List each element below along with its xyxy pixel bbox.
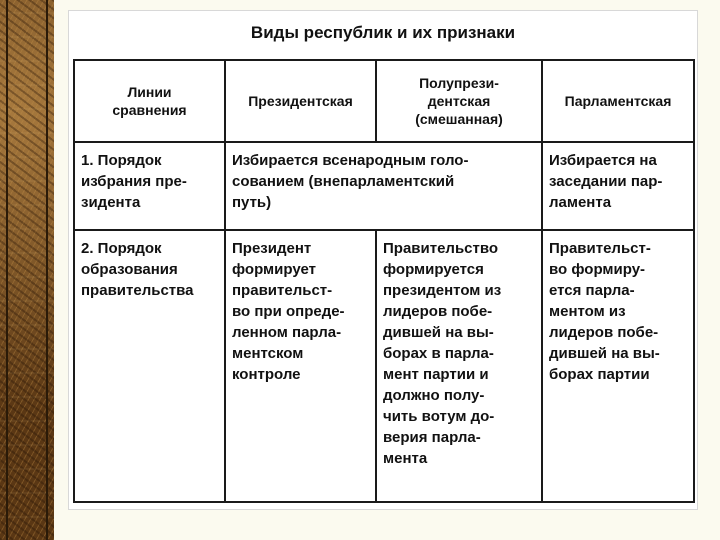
row1-parliamentary: Избирается на заседании пар- ламента — [542, 142, 694, 230]
row2-criterion: 2. Порядок образования правительства — [74, 230, 225, 502]
header-presidential: Президентская — [225, 60, 376, 142]
row1-presidential-semi: Избирается всенародным голо- сованием (внепарламентский путь) — [225, 142, 542, 230]
row2-parliamentary: Правительст- во формиру- ется парла- ментом из лидеров побе- дившей на вы- борах партии — [542, 230, 694, 502]
row1-criterion: 1. Порядок избрания пре- зидента — [74, 142, 225, 230]
document-page — [68, 10, 698, 510]
row2-semi-presidential: Правительство формируется президентом из лидеров побе- дившей на вы- борах в парла- мент партии и должно полу- чить вотум до- верия парла- мента — [376, 230, 542, 502]
table-header-row — [74, 60, 694, 142]
header-semi-presidential: Полупрези- дентская (смешанная) — [376, 60, 542, 142]
table-row — [74, 142, 694, 230]
border-line-right — [46, 0, 48, 540]
document-title: Виды республик и их признаки — [250, 23, 516, 42]
table-row — [74, 230, 694, 502]
comparison-table — [73, 59, 695, 503]
header-criteria: Линии сравнения — [74, 60, 225, 142]
border-line-left — [6, 0, 8, 540]
row2-presidential: Президент формирует правительст- во при опреде- ленном парла- ментском контроле — [225, 230, 376, 502]
header-parliamentary: Парламентская — [542, 60, 694, 142]
